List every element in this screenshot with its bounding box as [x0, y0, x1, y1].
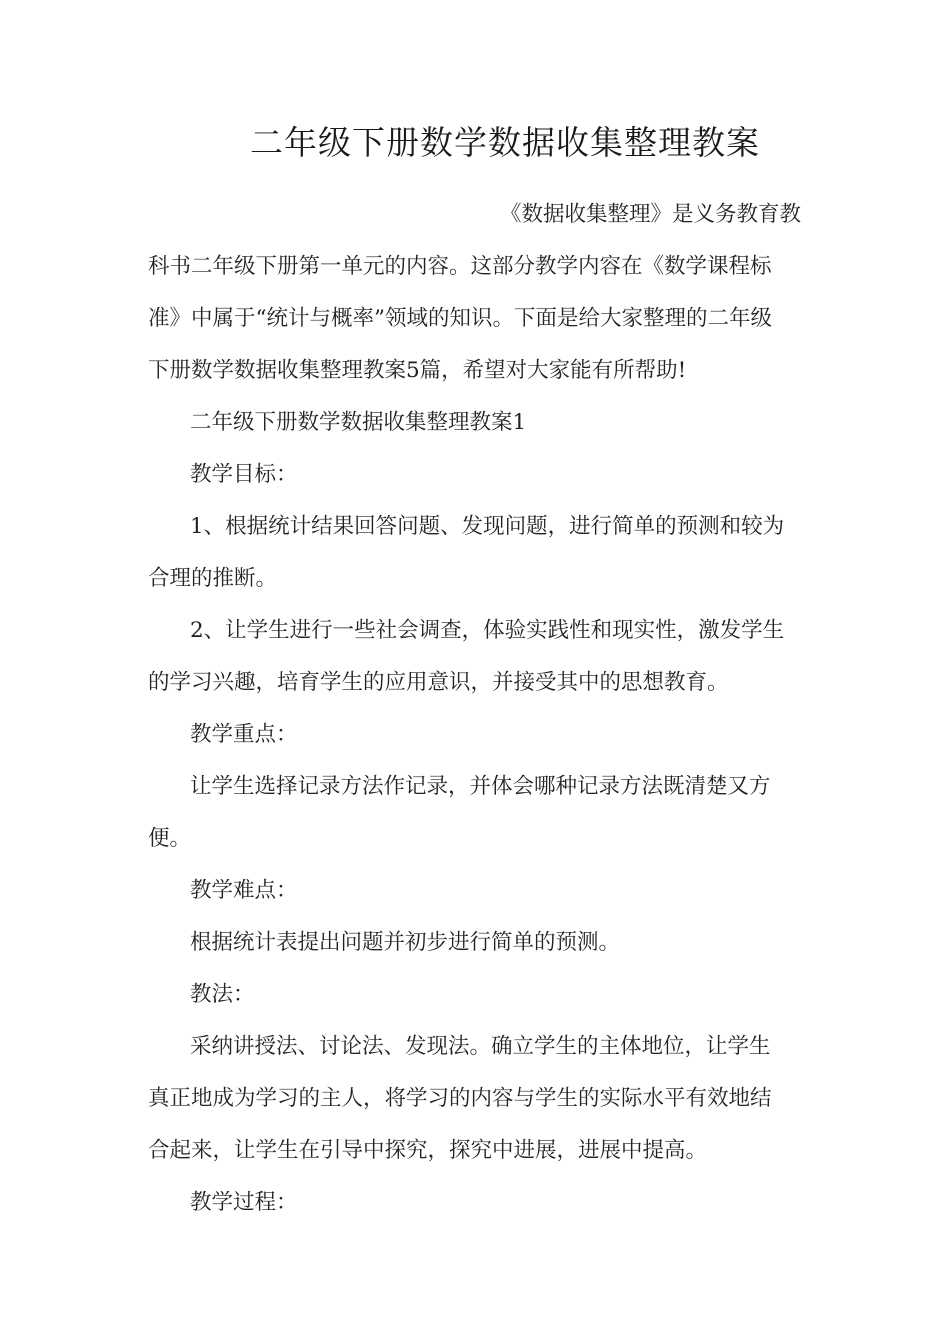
intro-line-2: 科书二年级下册第一单元的内容。这部分教学内容在《数学课程标	[148, 254, 772, 279]
method-text-line-1: 采纳讲授法、讨论法、发现法。确立学生的主体地位，让学生	[190, 1034, 771, 1059]
key-text-line-1: 让学生选择记录方法作记录，并体会哪种记录方法既清楚又方	[190, 774, 771, 799]
key-text-line-2: 便。	[148, 826, 192, 851]
method-text-line-3: 合起来，让学生在引导中探究，探究中进展，进展中提高。	[148, 1138, 708, 1163]
document-title: 二年级下册数学数据收集整理教案	[250, 123, 760, 162]
difficulty-text: 根据统计表提出问题并初步进行简单的预测。	[190, 930, 621, 955]
method-heading: 教法：	[190, 982, 255, 1007]
key-heading: 教学重点：	[190, 722, 298, 747]
process-heading: 教学过程：	[190, 1190, 298, 1215]
section-title: 二年级下册数学数据收集整理教案1	[190, 410, 527, 435]
goals-heading: 教学目标：	[190, 462, 298, 487]
goal-2-line-2: 的学习兴趣，培育学生的应用意识，并接受其中的思想教育。	[148, 670, 729, 695]
goal-1-line-2: 合理的推断。	[148, 566, 278, 591]
method-text-line-2: 真正地成为学习的主人，将学习的内容与学生的实际水平有效地结	[148, 1086, 772, 1111]
intro-line-1: 《数据收集整理》是义务教育教	[500, 202, 802, 227]
goal-1-line-1: 1、根据统计结果回答问题、发现问题，进行简单的预测和较为	[190, 514, 785, 539]
difficulty-heading: 教学难点：	[190, 878, 298, 903]
goal-2-line-1: 2、让学生进行一些社会调查，体验实践性和现实性，激发学生	[190, 618, 785, 643]
intro-line-3: 准》中属于“统计与概率”领域的知识。下面是给大家整理的二年级	[148, 306, 772, 331]
intro-line-4: 下册数学数据收集整理教案5篇，希望对大家能有所帮助!	[148, 358, 687, 383]
